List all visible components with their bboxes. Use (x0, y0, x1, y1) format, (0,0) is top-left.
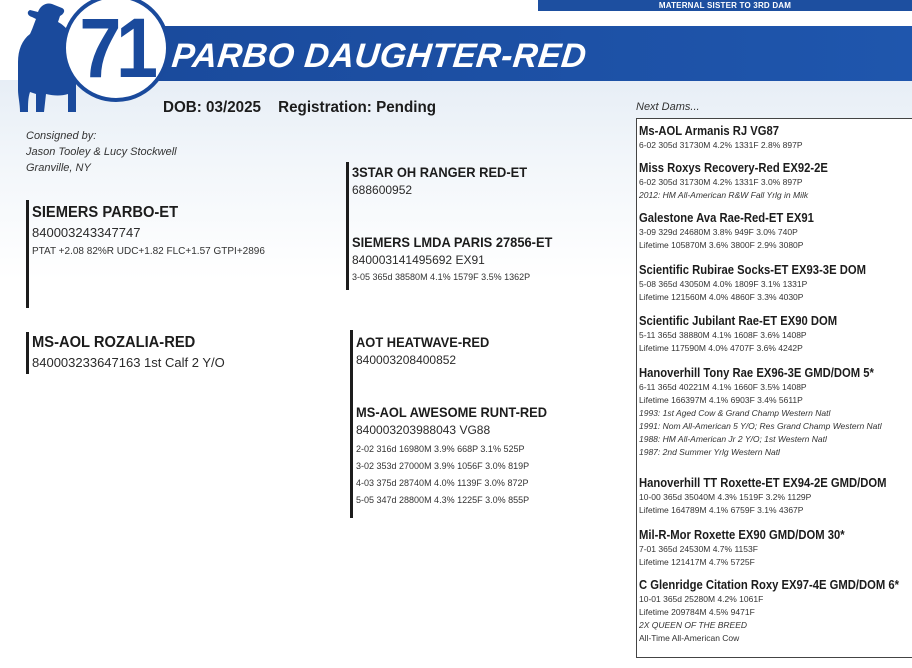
dam-entry-extra: All-Time All-American Cow (639, 633, 740, 643)
dam-entry-line: 6-02 305d 31730M 4.2% 1331F 3.0% 897P (639, 177, 803, 187)
dam-entry (639, 365, 911, 459)
dam-entry-line: Lifetime 166397M 4.1% 6903F 3.4% 5611P (639, 395, 803, 405)
dam-entry-name: Scientific Rubirae Socks-ET EX93-3E DOM (639, 263, 866, 277)
dam-dam-id: 840003203988043 VG88 (356, 423, 491, 437)
dam-entry-line: Lifetime 209784M 4.5% 9471F (639, 607, 755, 617)
dam-entry-line: 10-01 365d 25280M 4.2% 1061F (639, 594, 764, 604)
dam-side-block (350, 330, 630, 520)
dam-entry-name: Mil-R-Mor Roxette EX90 GMD/DOM 30* (639, 528, 845, 542)
dam-dam-records (356, 441, 564, 509)
dam-entry-name: Galestone Ava Rae-Red-ET EX91 (639, 211, 814, 225)
dam-entry-note: 1987: 2nd Summer Yrlg Western Natl (639, 447, 780, 457)
dam-entry-line: 6-11 365d 40221M 4.1% 1660F 3.5% 1408P (639, 382, 807, 392)
dam-entry-line: 3-09 329d 24680M 3.8% 949F 3.0% 740P (639, 227, 798, 237)
consignor-location: Granville, NY (26, 162, 91, 174)
dam-entry-line: 5-11 365d 38880M 4.1% 1608F 3.6% 1408P (639, 330, 807, 340)
sire-id: 840003243347747 (32, 225, 141, 240)
sire-side-block (346, 162, 626, 292)
next-dams-box (636, 118, 912, 658)
sire-dam-id: 840003141495692 EX91 (352, 253, 485, 267)
dam-entry-line: Lifetime 121560M 4.0% 4860F 3.3% 4030P (639, 292, 804, 302)
dam-sire-name: AOT HEATWAVE-RED (356, 334, 490, 350)
dam-bar (26, 332, 29, 374)
dam-entry (639, 577, 911, 645)
dam-entry-name: Hanoverhill TT Roxette-ET EX94-2E GMD/DOM (639, 476, 887, 490)
dam-entry-name: Hanoverhill Tony Rae EX96-3E GMD/DOM 5* (639, 366, 874, 380)
dam-entry (639, 210, 911, 252)
dam-entry-line: Lifetime 105870M 3.6% 3800F 2.9% 3080P (639, 240, 804, 250)
dam-entry-note: 1988: HM All-American Jr 2 Y/O; 1st Western Natl (639, 434, 827, 444)
dam-entry-note: 1991: Nom All-American 5 Y/O; Res Grand Champ Western Natl (639, 421, 882, 431)
sire-name: SIEMERS PARBO-ET (32, 204, 179, 221)
sire-dam-record: 3-05 365d 38580M 4.1% 1579F 3.5% 1362P (352, 272, 531, 282)
lot-number: 71 (79, 1, 153, 95)
dam-side-bar (350, 330, 353, 518)
dam-dam-record: 3-02 353d 27000M 3.9% 1056F 3.0% 819P (356, 461, 530, 471)
dam-sire-id: 840003208400852 (356, 353, 457, 367)
dam-entry-line: 6-02 305d 31730M 4.2% 1331F 2.8% 897P (639, 140, 803, 150)
sire-sire-id: 688600952 (352, 183, 413, 197)
dam-entry (639, 123, 911, 152)
dob: DOB: 03/2025 (163, 99, 262, 116)
sire-dam-name: SIEMERS LMDA PARIS 27856-ET (352, 234, 553, 250)
consignor-block (26, 128, 177, 176)
dam-entry-line: Lifetime 164789M 4.1% 6759F 3.1% 4367P (639, 505, 804, 515)
dam-entry-name: Miss Roxys Recovery-Red EX92-2E (639, 161, 828, 175)
dam-id: 840003233647163 1st Calf 2 Y/O (32, 355, 225, 370)
dam-name: MS-AOL ROZALIA-RED (32, 334, 196, 351)
dam-entry (639, 475, 911, 517)
dam-entry-note: 1993: 1st Aged Cow & Grand Champ Western Natl (639, 408, 831, 418)
dam-entry-line: Lifetime 117590M 4.0% 4707F 3.6% 4242P (639, 343, 803, 353)
dam-entry-note: 2X QUEEN OF THE BREED (639, 620, 748, 630)
dam-entry-name: Ms-AOL Armanis RJ VG87 (639, 124, 780, 138)
dam-entry-line: Lifetime 121417M 4.7% 5725F (639, 557, 755, 567)
consigned-label: Consigned by: (26, 130, 97, 142)
dam-block (26, 332, 326, 376)
dam-entry (639, 527, 911, 569)
dam-entry (639, 160, 911, 202)
dam-dam-record: 5-05 347d 28800M 4.3% 1225F 3.0% 855P (356, 495, 530, 505)
dam-entry (639, 313, 911, 355)
sire-sire-name: 3STAR OH RANGER RED-ET (352, 164, 528, 180)
page-title: PARBO DAUGHTER-RED (170, 37, 589, 75)
dam-entry-line: 7-01 365d 24530M 4.7% 1153F (639, 544, 758, 554)
dam-dam-name: MS-AOL AWESOME RUNT-RED (356, 404, 548, 420)
dam-entry-name: C Glenridge Citation Roxy EX97-4E GMD/DOM 6* (639, 578, 900, 592)
dam-entry-line: 10-00 365d 35040M 4.3% 1519F 3.2% 1129P (639, 492, 812, 502)
dob-registration-line (163, 99, 436, 117)
maternal-sister-ribbon: MATERNAL SISTER TO 3RD DAM (538, 0, 912, 11)
dam-entry (639, 262, 911, 304)
dam-entry-name: Scientific Jubilant Rae-ET EX90 DOM (639, 314, 838, 328)
sire-block (26, 200, 326, 310)
dam-dam-record: 4-03 375d 28740M 4.0% 1139F 3.0% 872P (356, 478, 529, 488)
consignor-names: Jason Tooley & Lucy Stockwell (26, 146, 177, 158)
registration: Registration: Pending (278, 99, 437, 116)
sire-bar (26, 200, 29, 308)
sire-stats: PTAT +2.08 82%R UDC+1.82 FLC+1.57 GTPI+2896 (32, 246, 265, 257)
dam-entry-note: 2012: HM All-American R&W Fall Yrlg in Milk (639, 190, 809, 200)
sire-side-bar (346, 162, 349, 290)
dam-dam-record: 2-02 316d 16980M 3.9% 668P 3.1% 525P (356, 444, 525, 454)
next-dams-label: Next Dams... (636, 101, 700, 113)
dam-entry-line: 5-08 365d 43050M 4.0% 1809F 3.1% 1331P (639, 279, 808, 289)
